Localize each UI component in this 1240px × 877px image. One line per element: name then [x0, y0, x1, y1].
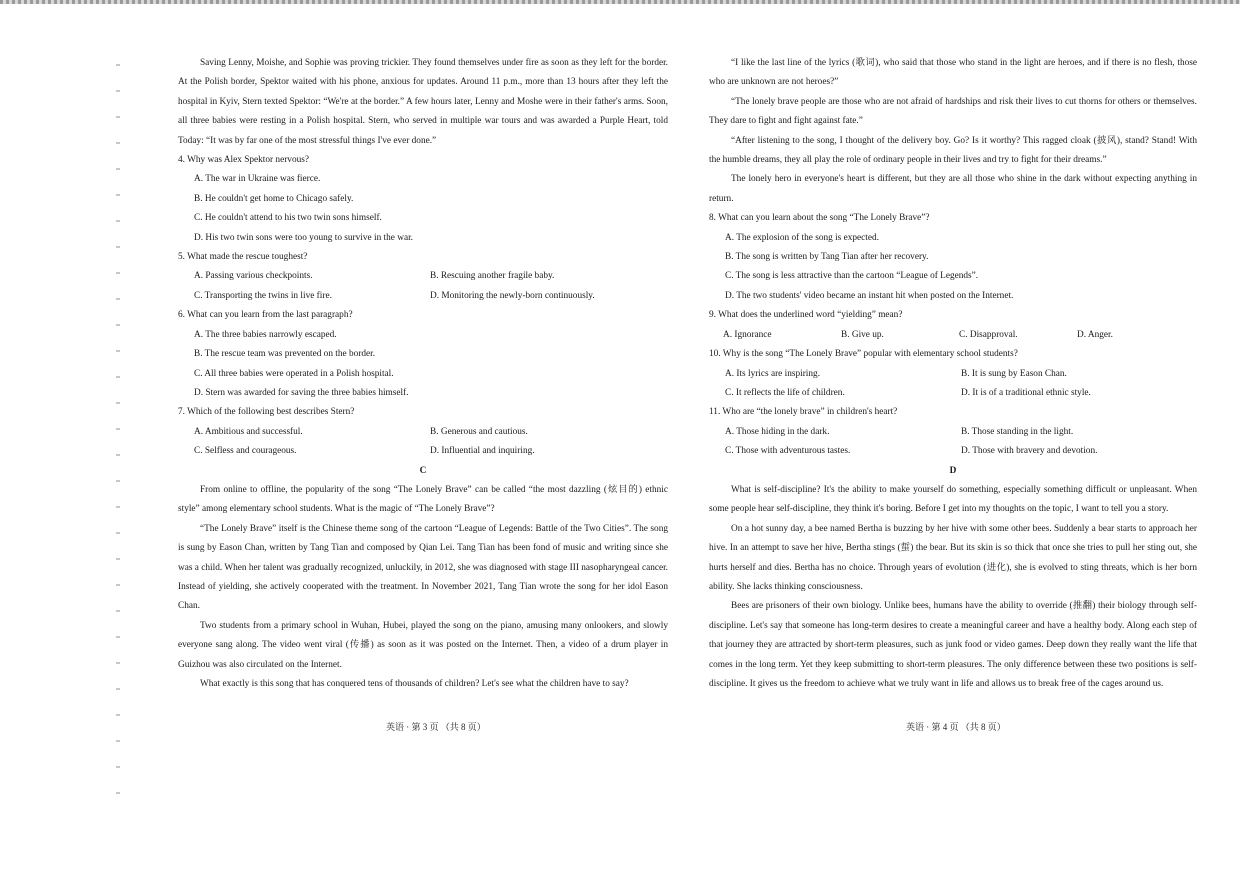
- q11-option-b: B. Those standing in the light.: [961, 426, 1074, 437]
- q10-option-b: B. It is sung by Eason Chan.: [961, 368, 1067, 379]
- q10-option-d: D. It is of a traditional ethnic style.: [961, 387, 1091, 398]
- passage-c-paragraph-2: “The Lonely Brave” itself is the Chinese theme song of the cartoon “League of Legends: Battle of the Two Cities”. The song is sung by Eason Chan, written by Tang Tian and composed by Qian Lei. Tang Tian has been fond of music and writing since she was a child. When her talent was gradually recognized, unluckily, in 2012, she was diagnosed with stage III nasopharyngeal cancer. Instead of yielding, she actively cooperated with the treatment. In November 2021, Tang Tian wrote the song for her idol Eason Chan.: [178, 523, 668, 612]
- q5-option-a: A. Passing various checkpoints.: [194, 271, 313, 282]
- q7-option-b: B. Generous and cautious.: [430, 426, 528, 437]
- q8-option-a: A. The explosion of the song is expected.: [725, 232, 879, 243]
- scan-top-edge: [0, 0, 1240, 4]
- passage-c-quote-3: “After listening to the song, I thought of the delivery boy. Go? Is it worthy? This ragged cloak (披风), stand? Stand! With the humble dreams, they all play the role of ordinary people in their lives and try to fight for their dreams.”: [709, 135, 1197, 166]
- q5-option-c: C. Transporting the twins in live fire.: [194, 290, 332, 301]
- q6-option-d: D. Stern was awarded for saving the three babies himself.: [194, 387, 409, 398]
- q4-option-b: B. He couldn't get home to Chicago safely.: [194, 193, 354, 204]
- question-7: 7. Which of the following best describes Stern?: [178, 407, 355, 418]
- q4-option-a: A. The war in Ukraine was fierce.: [194, 174, 321, 185]
- passage-d-paragraph-3: Bees are prisoners of their own biology. Unlike bees, humans have the ability to override (推翻) their biology through self-discipline. Let's say that someone has long-term desires to create a meaningful career and have a healthy body. Along each step of that journey they are attracted by short-term pleasures, such as junk food or video games. Deep down they really want the life that comes in the long term. Yet they keep submitting to short-term pleasures. The only difference between these two positions is self-discipline. It gives us the freedom to achieve what we truly want in life and allows us to break free of the cages around us.: [709, 601, 1197, 689]
- q4-option-d: D. His two twin sons were too young to survive in the war.: [194, 232, 413, 243]
- q7-option-c: C. Selfless and courageous.: [194, 446, 297, 457]
- passage-c-paragraph-1: From online to offline, the popularity of the song “The Lonely Brave” can be called “the most dazzling (炫目的) ethnic style” among elementary school students. What is the magic of “The Lonely Brave”?: [178, 484, 668, 515]
- question-6: 6. What can you learn from the last paragraph?: [178, 310, 353, 321]
- passage-d-paragraph-2: On a hot sunny day, a bee named Bertha is buzzing by her hive with some other bees. Suddenly a bear starts to approach her hive. In an attempt to save her hive, Bertha stings (蜇) the bear. But its skin is so thick that once she tries to pull her sting out, she hurts herself and dies. Bertha has no choice. Through years of evolution (进化), she is evolved to sting threats, which is her born ability. She lacks thinking consciousness.: [709, 523, 1197, 592]
- q6-option-c: C. All three babies were operated in a Polish hospital.: [194, 368, 394, 379]
- section-d-heading: D: [949, 465, 957, 476]
- passage-c-quote-2: “The lonely brave people are those who are not afraid of hardships and risk their lives to cut thorns for others or themselves. They dare to fight and fight against fate.”: [709, 96, 1197, 127]
- q7-option-a: A. Ambitious and successful.: [194, 426, 303, 437]
- question-8: 8. What can you learn about the song “The Lonely Brave”?: [709, 213, 930, 224]
- question-5: 5. What made the rescue toughest?: [178, 252, 308, 263]
- q6-option-b: B. The rescue team was prevented on the border.: [194, 349, 376, 360]
- q6-option-a: A. The three babies narrowly escaped.: [194, 329, 337, 340]
- q9-option-a: A. Ignorance: [723, 329, 772, 340]
- q8-option-c: C. The song is less attractive than the cartoon “League of Legends”.: [725, 271, 979, 282]
- question-9: 9. What does the underlined word “yielding” mean?: [709, 310, 903, 321]
- q10-option-c: C. It reflects the life of children.: [725, 387, 845, 398]
- page-footer-right: 英语 · 第 4 页 （共 8 页）: [906, 722, 1006, 732]
- passage-c-conclusion: The lonely hero in everyone's heart is different, but they are all those who shine in the dark without expecting anything in return.: [709, 174, 1197, 204]
- question-4: 4. Why was Alex Spektor nervous?: [178, 155, 309, 166]
- q9-option-c: C. Disapproval.: [959, 329, 1018, 340]
- q7-option-d: D. Influential and inquiring.: [430, 446, 535, 457]
- q5-option-d: D. Monitoring the newly-born continuously.: [430, 290, 595, 301]
- right-page: [709, 54, 1197, 694]
- section-c-heading: C: [419, 465, 427, 476]
- question-11: 11. Who are “the lonely brave” in children's heart?: [709, 407, 898, 418]
- passage-c-quote-1: “I like the last line of the lyrics (歌词), who said that those who stand in the light are heroes, and if there is no flesh, those who are unknown are not heroes?”: [709, 58, 1197, 88]
- q11-option-d: D. Those with bravery and devotion.: [961, 446, 1098, 457]
- passage-c-paragraph-3: Two students from a primary school in Wuhan, Hubei, played the song on the piano, amusing many onlookers, and slowly everyone sang along. The video went viral (传播) as soon as it was posted on the Internet. Then, a video of a drum player in Guizhou was also circulated on the Internet.: [178, 620, 668, 670]
- q8-option-d: D. The two students' video became an instant hit when posted on the Internet.: [725, 290, 1014, 301]
- q10-option-a: A. Its lyrics are inspiring.: [725, 368, 821, 379]
- passage-b-paragraph: Saving Lenny, Moishe, and Sophie was proving trickier. They found themselves under fire as soon as they left for the border. At the Polish border, Spektor waited with his phone, anxious for updates. Around 11 p.m., more than 13 hours after they left the hospital in Kyiv, Stern texted Spektor: “We're at the border.” A few hours later, Lenny and Moshe were in their father's arms. Soon, all three babies were resting in a Polish hospital. Stern, who served in multiple war tours and was awarded a Purple Heart, told Today: “It was by far one of the most stressful things I've ever done.”: [178, 58, 668, 146]
- passage-c-paragraph-4: What exactly is this song that has conquered tens of thousands of children? Let's see what the children have to say?: [200, 679, 629, 689]
- passage-d-paragraph-1: What is self-discipline? It's the ability to make yourself do something, especially something difficult or unpleasant. When some people hear self-discipline, they think it's boring. Before I get into my thoughts on the topic, I want to tell you a story.: [709, 484, 1197, 515]
- scan-margin-marks: [116, 40, 120, 800]
- q8-option-b: B. The song is written by Tang Tian after her recovery.: [725, 252, 929, 263]
- q4-option-c: C. He couldn't attend to his two twin sons himself.: [194, 213, 382, 224]
- page-footer-left: 英语 · 第 3 页 （共 8 页）: [386, 722, 486, 732]
- q11-option-c: C. Those with adventurous tastes.: [725, 446, 851, 457]
- q5-option-b: B. Rescuing another fragile baby.: [430, 271, 555, 282]
- question-10: 10. Why is the song “The Lonely Brave” popular with elementary school students?: [709, 349, 1018, 360]
- left-page: [178, 54, 668, 694]
- q9-option-b: B. Give up.: [841, 329, 884, 340]
- q11-option-a: A. Those hiding in the dark.: [725, 426, 830, 437]
- q9-option-d: D. Anger.: [1077, 329, 1113, 340]
